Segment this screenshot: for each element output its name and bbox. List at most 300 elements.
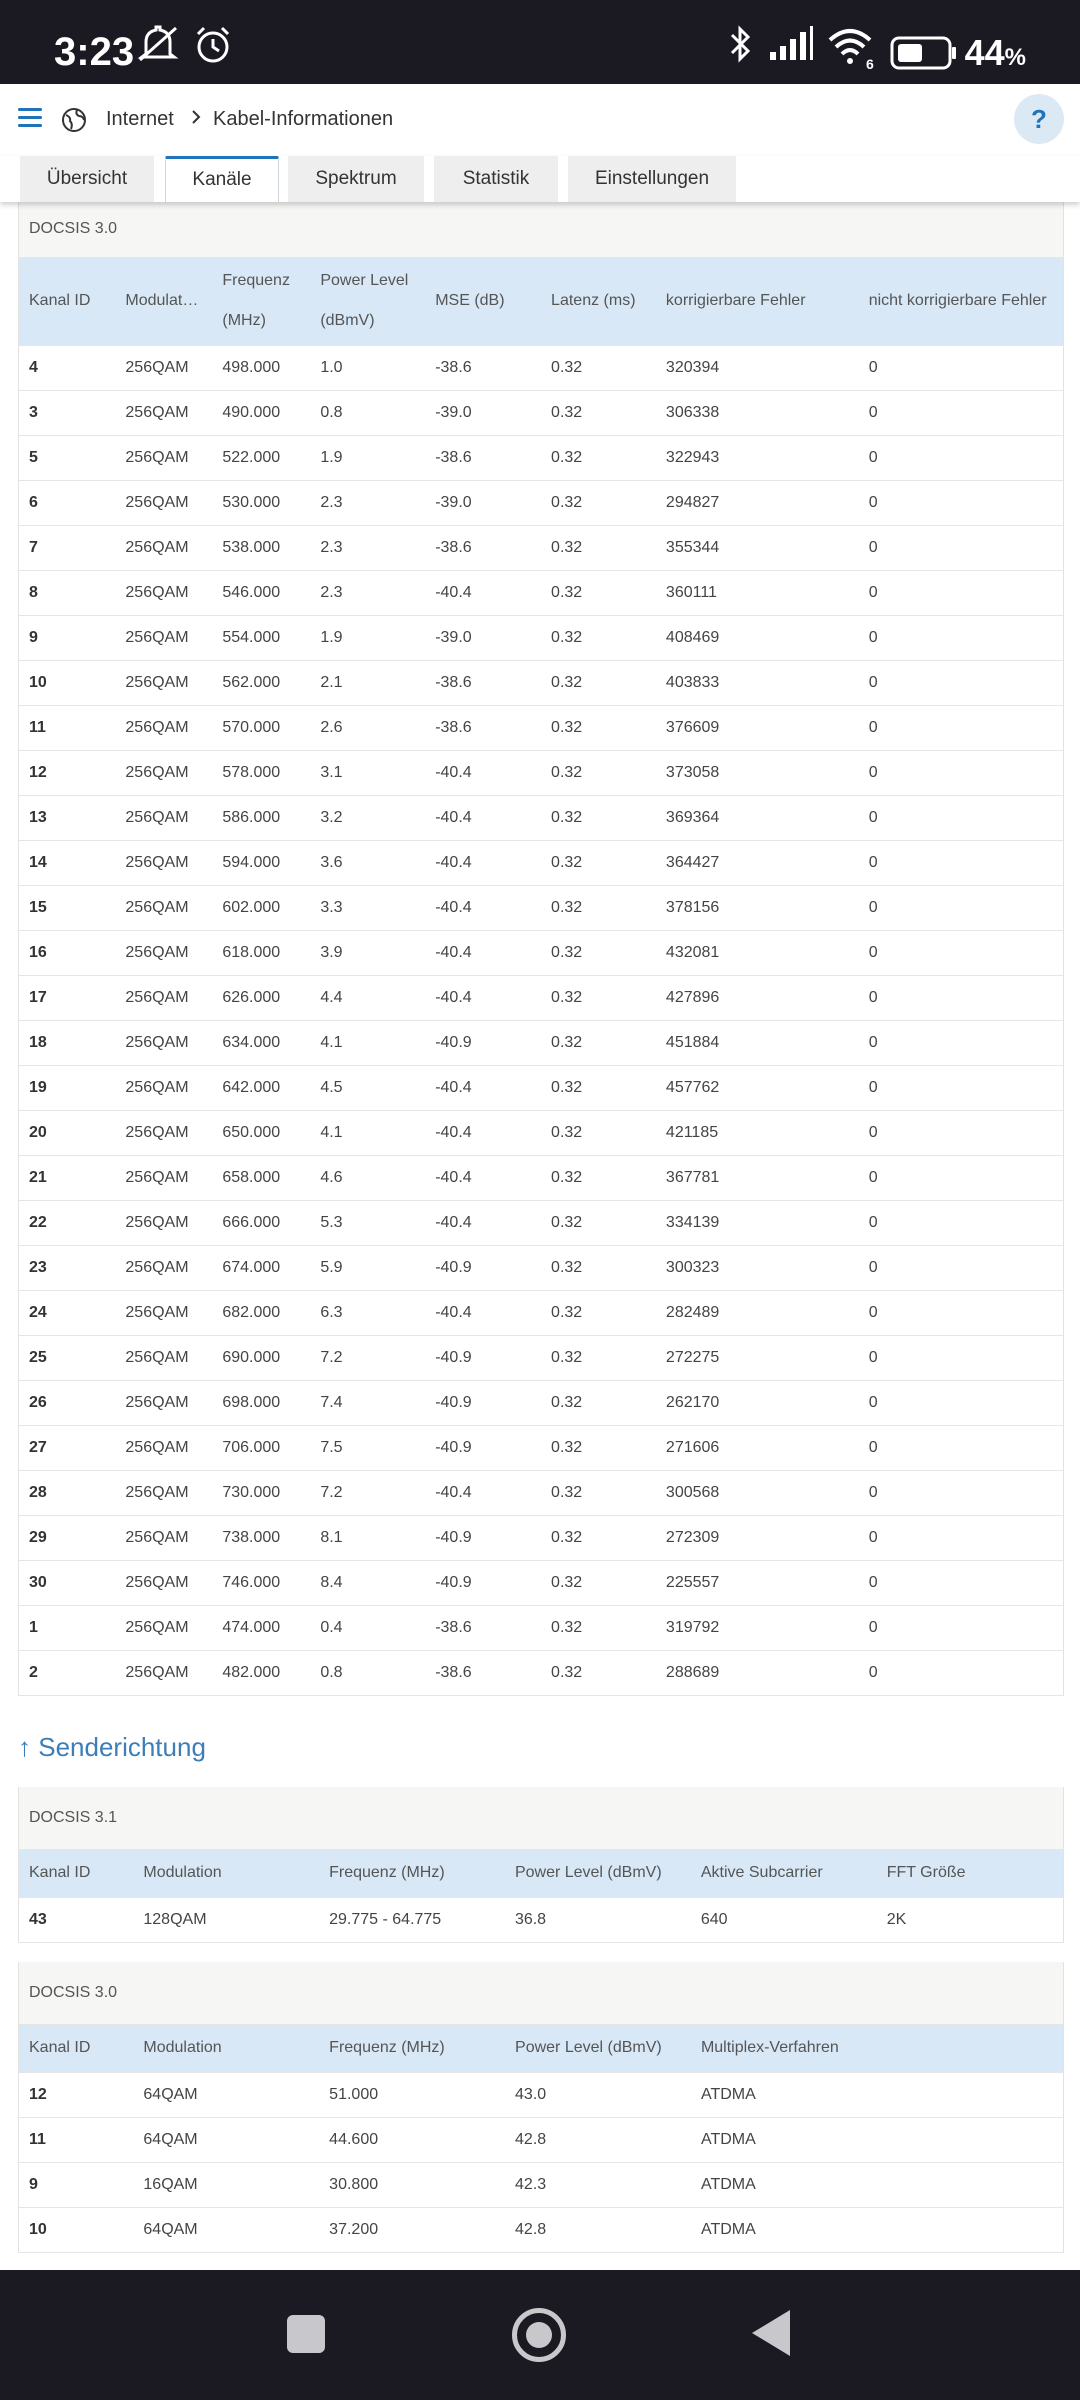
table-cell: 706.000 <box>212 1425 310 1470</box>
table-cell: 0.32 <box>541 705 656 750</box>
table-cell: 15 <box>19 885 116 930</box>
table-cell: 0 <box>859 1200 1064 1245</box>
table-cell: 403833 <box>656 660 859 705</box>
table-cell: 64QAM <box>133 2117 319 2162</box>
table-row <box>19 1515 1064 1560</box>
table-cell: 642.000 <box>212 1065 310 1110</box>
table-cell: 18 <box>19 1020 116 1065</box>
column-header: Kanal ID <box>19 2024 134 2072</box>
column-header: nicht korrigierbare Fehler <box>859 257 1064 345</box>
table-cell: 256QAM <box>115 1425 212 1470</box>
table-cell: -40.4 <box>425 1110 541 1155</box>
table-cell: 474.000 <box>212 1605 310 1650</box>
table-cell: 0.8 <box>310 1650 425 1695</box>
table-cell: 0.32 <box>541 480 656 525</box>
table-header-row <box>19 257 1064 345</box>
table-cell: 11 <box>19 2117 134 2162</box>
table-cell: 256QAM <box>115 570 212 615</box>
table-row <box>19 840 1064 885</box>
table-cell: 256QAM <box>115 615 212 660</box>
table-cell: 282489 <box>656 1290 859 1335</box>
table-cell: 256QAM <box>115 795 212 840</box>
table-cell: 4.6 <box>310 1155 425 1200</box>
table-cell: 7.2 <box>310 1470 425 1515</box>
table-cell: 44.600 <box>319 2117 505 2162</box>
table-cell: 42.8 <box>505 2117 691 2162</box>
table-caption-row <box>19 1787 1064 1849</box>
table-cell: -38.6 <box>425 525 541 570</box>
table-cell: -40.4 <box>425 570 541 615</box>
table-caption: DOCSIS 3.1 <box>19 1787 1064 1849</box>
table-cell: 0 <box>859 390 1064 435</box>
table-cell: 12 <box>19 750 116 795</box>
column-header: Kanal ID <box>19 1849 134 1897</box>
table-cell: -40.4 <box>425 1290 541 1335</box>
table-cell: 0 <box>859 1110 1064 1155</box>
table-cell: 17 <box>19 975 116 1020</box>
table-cell: 0.32 <box>541 1155 656 1200</box>
signal-icon <box>768 24 814 64</box>
table-cell: -40.9 <box>425 1380 541 1425</box>
bluetooth-icon <box>726 24 756 64</box>
table-cell: 594.000 <box>212 840 310 885</box>
table-row <box>19 1605 1064 1650</box>
upstream-docsis31-table <box>18 1787 1064 1943</box>
table-cell: 256QAM <box>115 1335 212 1380</box>
table-row <box>19 885 1064 930</box>
table-cell: 1 <box>19 1605 116 1650</box>
table-cell: 3 <box>19 390 116 435</box>
status-bar <box>0 0 1080 84</box>
table-cell: -39.0 <box>425 390 541 435</box>
table-cell: -40.4 <box>425 885 541 930</box>
help-button[interactable]: ? <box>1014 94 1064 144</box>
table-cell: 256QAM <box>115 1200 212 1245</box>
table-cell: 0 <box>859 525 1064 570</box>
table-cell: 0.32 <box>541 615 656 660</box>
column-header: Power Level (dBmV) <box>505 2024 691 2072</box>
table-row <box>19 480 1064 525</box>
table-cell: 8.1 <box>310 1515 425 1560</box>
column-header: FFT Größe <box>877 1849 1064 1897</box>
table-cell: 4.1 <box>310 1110 425 1155</box>
table-cell: 0.32 <box>541 1425 656 1470</box>
table-cell: 7 <box>19 525 116 570</box>
column-header: Frequenz (MHz) <box>319 2024 505 2072</box>
table-cell: 586.000 <box>212 795 310 840</box>
upstream-section-title[interactable]: ↑ Senderichtung <box>18 1732 206 1762</box>
table-cell: 498.000 <box>212 345 310 390</box>
table-cell: 530.000 <box>212 480 310 525</box>
table-cell: -40.9 <box>425 1515 541 1560</box>
table-cell: 4.1 <box>310 1020 425 1065</box>
table-cell: 256QAM <box>115 660 212 705</box>
table-cell: 5.3 <box>310 1200 425 1245</box>
table-cell: 64QAM <box>133 2072 319 2117</box>
table-cell: 367781 <box>656 1155 859 1200</box>
table-cell: 0.4 <box>310 1605 425 1650</box>
table-cell: 37.200 <box>319 2207 505 2252</box>
table-cell: 0 <box>859 570 1064 615</box>
table-cell: 29.775 - 64.775 <box>319 1897 505 1942</box>
table-cell: 602.000 <box>212 885 310 930</box>
table-cell: 256QAM <box>115 1560 212 1605</box>
table-row <box>19 1380 1064 1425</box>
table-row <box>19 1200 1064 1245</box>
column-header: Power Level (dBmV) <box>505 1849 691 1897</box>
table-row <box>19 570 1064 615</box>
table-cell: 2K <box>877 1897 1064 1942</box>
table-cell: 0 <box>859 840 1064 885</box>
table-cell: -40.4 <box>425 1065 541 1110</box>
table-cell: 0.32 <box>541 1380 656 1425</box>
table-cell: 306338 <box>656 390 859 435</box>
table-cell: 0.32 <box>541 1470 656 1515</box>
table-cell: 256QAM <box>115 1065 212 1110</box>
column-header: Modulation <box>133 2024 319 2072</box>
table-cell: -40.9 <box>425 1245 541 1290</box>
table-cell: 421185 <box>656 1110 859 1155</box>
table-row <box>19 795 1064 840</box>
column-header: MSE (dB) <box>425 257 541 345</box>
table-caption: DOCSIS 3.0 <box>19 202 1064 257</box>
table-cell: 0 <box>859 435 1064 480</box>
table-cell: 3.9 <box>310 930 425 975</box>
table-cell: 2.1 <box>310 660 425 705</box>
table-cell: 7.4 <box>310 1380 425 1425</box>
table-row <box>19 1650 1064 1695</box>
table-cell: 14 <box>19 840 116 885</box>
table-cell: 43.0 <box>505 2072 691 2117</box>
table-cell: 0.32 <box>541 750 656 795</box>
table-cell: 5 <box>19 435 116 480</box>
table-cell: 0 <box>859 975 1064 1020</box>
table-cell: 0 <box>859 1650 1064 1695</box>
table-cell: 256QAM <box>115 345 212 390</box>
table-cell: 0.32 <box>541 975 656 1020</box>
table-cell: ATDMA <box>691 2117 1064 2162</box>
table-cell: 0 <box>859 345 1064 390</box>
column-header: Multiplex-Verfahren <box>691 2024 1064 2072</box>
hamburger-menu-icon[interactable] <box>18 108 42 128</box>
table-cell: -40.4 <box>425 930 541 975</box>
table-cell: 16 <box>19 930 116 975</box>
chevron-right-icon <box>188 106 204 128</box>
table-cell: 22 <box>19 1200 116 1245</box>
table-cell: 0.8 <box>310 390 425 435</box>
back-icon[interactable] <box>752 2310 790 2356</box>
table-cell: 457762 <box>656 1065 859 1110</box>
table-cell: 319792 <box>656 1605 859 1650</box>
table-cell: 272275 <box>656 1335 859 1380</box>
table-cell: 0 <box>859 1605 1064 1650</box>
wifi-standard-label: 6 <box>866 56 874 72</box>
table-cell: -40.9 <box>425 1335 541 1380</box>
tab-statistik[interactable]: Statistik <box>434 156 558 202</box>
table-cell: 482.000 <box>212 1650 310 1695</box>
table-cell: 320394 <box>656 345 859 390</box>
table-row <box>19 1155 1064 1200</box>
table-cell: 262170 <box>656 1380 859 1425</box>
upstream-docsis30-table <box>18 1962 1064 2253</box>
table-row <box>19 1425 1064 1470</box>
table-cell: 0.32 <box>541 840 656 885</box>
table-cell: 0.32 <box>541 1335 656 1380</box>
table-cell: -38.6 <box>425 660 541 705</box>
table-cell: -40.9 <box>425 1560 541 1605</box>
table-cell: 256QAM <box>115 705 212 750</box>
column-header: Latenz (ms) <box>541 257 656 345</box>
table-cell: 650.000 <box>212 1110 310 1155</box>
column-header: korrigierbare Fehler <box>656 257 859 345</box>
table-cell: 1.9 <box>310 435 425 480</box>
table-cell: 546.000 <box>212 570 310 615</box>
table-row <box>19 750 1064 795</box>
table-cell: 730.000 <box>212 1470 310 1515</box>
table-cell: 746.000 <box>212 1560 310 1605</box>
table-cell: 0.32 <box>541 1605 656 1650</box>
table-cell: 0.32 <box>541 1515 656 1560</box>
table-cell: 0 <box>859 615 1064 660</box>
table-cell: 256QAM <box>115 1020 212 1065</box>
table-cell: 355344 <box>656 525 859 570</box>
table-cell: 490.000 <box>212 390 310 435</box>
tab-kanaele[interactable]: Kanäle <box>165 156 279 202</box>
table-cell: 0.32 <box>541 1020 656 1065</box>
table-cell: 28 <box>19 1470 116 1515</box>
table-row <box>19 1897 1064 1942</box>
table-cell: 522.000 <box>212 435 310 480</box>
table-cell: 2.3 <box>310 570 425 615</box>
table-cell: 26 <box>19 1380 116 1425</box>
status-time: 3:23 <box>54 30 135 74</box>
tab-spektrum[interactable]: Spektrum <box>288 156 424 202</box>
column-header: Frequenz (MHz) <box>212 257 310 345</box>
column-header: Modulation <box>133 1849 319 1897</box>
table-cell: 0 <box>859 885 1064 930</box>
table-cell: 626.000 <box>212 975 310 1020</box>
table-cell: 19 <box>19 1065 116 1110</box>
table-cell: 2.3 <box>310 525 425 570</box>
table-cell: 0.32 <box>541 885 656 930</box>
table-cell: 570.000 <box>212 705 310 750</box>
table-row <box>19 1110 1064 1155</box>
table-cell: 42.8 <box>505 2207 691 2252</box>
table-cell: 427896 <box>656 975 859 1020</box>
table-row <box>19 2162 1064 2207</box>
table-cell: 256QAM <box>115 930 212 975</box>
table-cell: 364427 <box>656 840 859 885</box>
table-cell: -38.6 <box>425 1650 541 1695</box>
table-cell: 271606 <box>656 1425 859 1470</box>
table-cell: 674.000 <box>212 1245 310 1290</box>
table-row <box>19 2207 1064 2252</box>
table-cell: -40.9 <box>425 1020 541 1065</box>
table-caption-row <box>19 1962 1064 2024</box>
table-cell: 640 <box>691 1897 877 1942</box>
tab-einstellungen[interactable]: Einstellungen <box>568 156 736 202</box>
downstream-docsis30-table <box>18 202 1064 1696</box>
table-cell: 0.32 <box>541 570 656 615</box>
table-cell: 256QAM <box>115 1290 212 1335</box>
table-cell: 0 <box>859 1335 1064 1380</box>
table-cell: 23 <box>19 1245 116 1290</box>
table-cell: 300323 <box>656 1245 859 1290</box>
table-row <box>19 435 1064 480</box>
table-cell: 20 <box>19 1110 116 1155</box>
tab-uebersicht[interactable]: Übersicht <box>20 156 154 202</box>
table-cell: 256QAM <box>115 1650 212 1695</box>
table-cell: 4.5 <box>310 1065 425 1110</box>
table-cell: 0 <box>859 1470 1064 1515</box>
table-cell: 2.3 <box>310 480 425 525</box>
table-cell: 43 <box>19 1897 134 1942</box>
table-cell: 256QAM <box>115 525 212 570</box>
table-cell: 0 <box>859 480 1064 525</box>
table-cell: 36.8 <box>505 1897 691 1942</box>
table-cell: 27 <box>19 1425 116 1470</box>
table-cell: 12 <box>19 2072 134 2117</box>
table-cell: ATDMA <box>691 2072 1064 2117</box>
table-row <box>19 525 1064 570</box>
table-cell: 0 <box>859 1020 1064 1065</box>
table-header-row <box>19 2024 1064 2072</box>
table-cell: 1.9 <box>310 615 425 660</box>
table-cell: -39.0 <box>425 480 541 525</box>
table-cell: 451884 <box>656 1020 859 1065</box>
table-cell: 6 <box>19 480 116 525</box>
table-cell: 0.32 <box>541 1110 656 1155</box>
table-cell: 0.32 <box>541 1065 656 1110</box>
table-row <box>19 975 1064 1020</box>
table-cell: 42.3 <box>505 2162 691 2207</box>
table-cell: 322943 <box>656 435 859 480</box>
table-cell: 0 <box>859 705 1064 750</box>
table-cell: 256QAM <box>115 1380 212 1425</box>
alarm-icon <box>192 24 234 66</box>
breadcrumb-internet[interactable]: Internet <box>106 108 174 130</box>
table-row <box>19 660 1064 705</box>
table-cell: 64QAM <box>133 2207 319 2252</box>
table-cell: 0 <box>859 1155 1064 1200</box>
table-cell: 682.000 <box>212 1290 310 1335</box>
table-cell: 256QAM <box>115 840 212 885</box>
table-cell: 4 <box>19 345 116 390</box>
table-cell: 16QAM <box>133 2162 319 2207</box>
table-cell: 256QAM <box>115 1245 212 1290</box>
table-cell: 300568 <box>656 1470 859 1515</box>
table-cell: 0.32 <box>541 795 656 840</box>
table-row <box>19 2117 1064 2162</box>
table-cell: 11 <box>19 705 116 750</box>
home-icon-center <box>526 2322 552 2348</box>
table-cell: 0.32 <box>541 1200 656 1245</box>
table-cell: 3.6 <box>310 840 425 885</box>
table-row <box>19 1290 1064 1335</box>
table-cell: 0 <box>859 1245 1064 1290</box>
table-cell: ATDMA <box>691 2207 1064 2252</box>
table-cell: 256QAM <box>115 1155 212 1200</box>
table-cell: 0.32 <box>541 930 656 975</box>
table-cell: 225557 <box>656 1560 859 1605</box>
table-cell: 0.32 <box>541 1650 656 1695</box>
table-cell: 51.000 <box>319 2072 505 2117</box>
table-cell: 634.000 <box>212 1020 310 1065</box>
column-header: Modulat… <box>115 257 212 345</box>
table-cell: 690.000 <box>212 1335 310 1380</box>
table-cell: 0.32 <box>541 435 656 480</box>
table-cell: 256QAM <box>115 480 212 525</box>
table-cell: 9 <box>19 2162 134 2207</box>
table-cell: 0.32 <box>541 1560 656 1605</box>
table-cell: 666.000 <box>212 1200 310 1245</box>
recent-apps-icon[interactable] <box>287 2315 325 2353</box>
table-cell: 8.4 <box>310 1560 425 1605</box>
table-cell: 13 <box>19 795 116 840</box>
table-cell: -38.6 <box>425 705 541 750</box>
table-cell: 3.2 <box>310 795 425 840</box>
table-cell: 3.3 <box>310 885 425 930</box>
table-cell: 25 <box>19 1335 116 1380</box>
channel-content <box>0 202 1080 2270</box>
table-cell: 373058 <box>656 750 859 795</box>
table-cell: 256QAM <box>115 1470 212 1515</box>
table-cell: -38.6 <box>425 1605 541 1650</box>
table-cell: 7.5 <box>310 1425 425 1470</box>
table-cell: 10 <box>19 2207 134 2252</box>
table-cell: 562.000 <box>212 660 310 705</box>
table-row <box>19 1560 1064 1605</box>
table-cell: 0.32 <box>541 525 656 570</box>
table-cell: 6.3 <box>310 1290 425 1335</box>
globe-icon <box>60 106 88 134</box>
table-cell: -40.4 <box>425 840 541 885</box>
table-cell: 0 <box>859 1065 1064 1110</box>
table-cell: 378156 <box>656 885 859 930</box>
table-cell: -39.0 <box>425 615 541 660</box>
table-cell: 10 <box>19 660 116 705</box>
table-row <box>19 930 1064 975</box>
app-header <box>0 84 1080 156</box>
table-cell: 554.000 <box>212 615 310 660</box>
table-cell: 21 <box>19 1155 116 1200</box>
table-cell: ATDMA <box>691 2162 1064 2207</box>
table-cell: 288689 <box>656 1650 859 1695</box>
table-cell: 256QAM <box>115 1110 212 1155</box>
table-row <box>19 1065 1064 1110</box>
table-cell: 2.6 <box>310 705 425 750</box>
table-cell: 698.000 <box>212 1380 310 1425</box>
table-cell: 0.32 <box>541 390 656 435</box>
table-cell: 538.000 <box>212 525 310 570</box>
table-row <box>19 615 1064 660</box>
table-cell: 618.000 <box>212 930 310 975</box>
table-row <box>19 1335 1064 1380</box>
table-cell: 658.000 <box>212 1155 310 1200</box>
table-cell: 294827 <box>656 480 859 525</box>
table-cell: 0.32 <box>541 1245 656 1290</box>
table-cell: 128QAM <box>133 1897 319 1942</box>
table-cell: 256QAM <box>115 435 212 480</box>
table-cell: -40.4 <box>425 975 541 1020</box>
table-cell: 5.9 <box>310 1245 425 1290</box>
battery-percent: 44% <box>964 32 1026 73</box>
table-row <box>19 390 1064 435</box>
table-cell: 0 <box>859 1515 1064 1560</box>
table-row <box>19 1245 1064 1290</box>
table-cell: 0 <box>859 750 1064 795</box>
table-cell: 256QAM <box>115 885 212 930</box>
